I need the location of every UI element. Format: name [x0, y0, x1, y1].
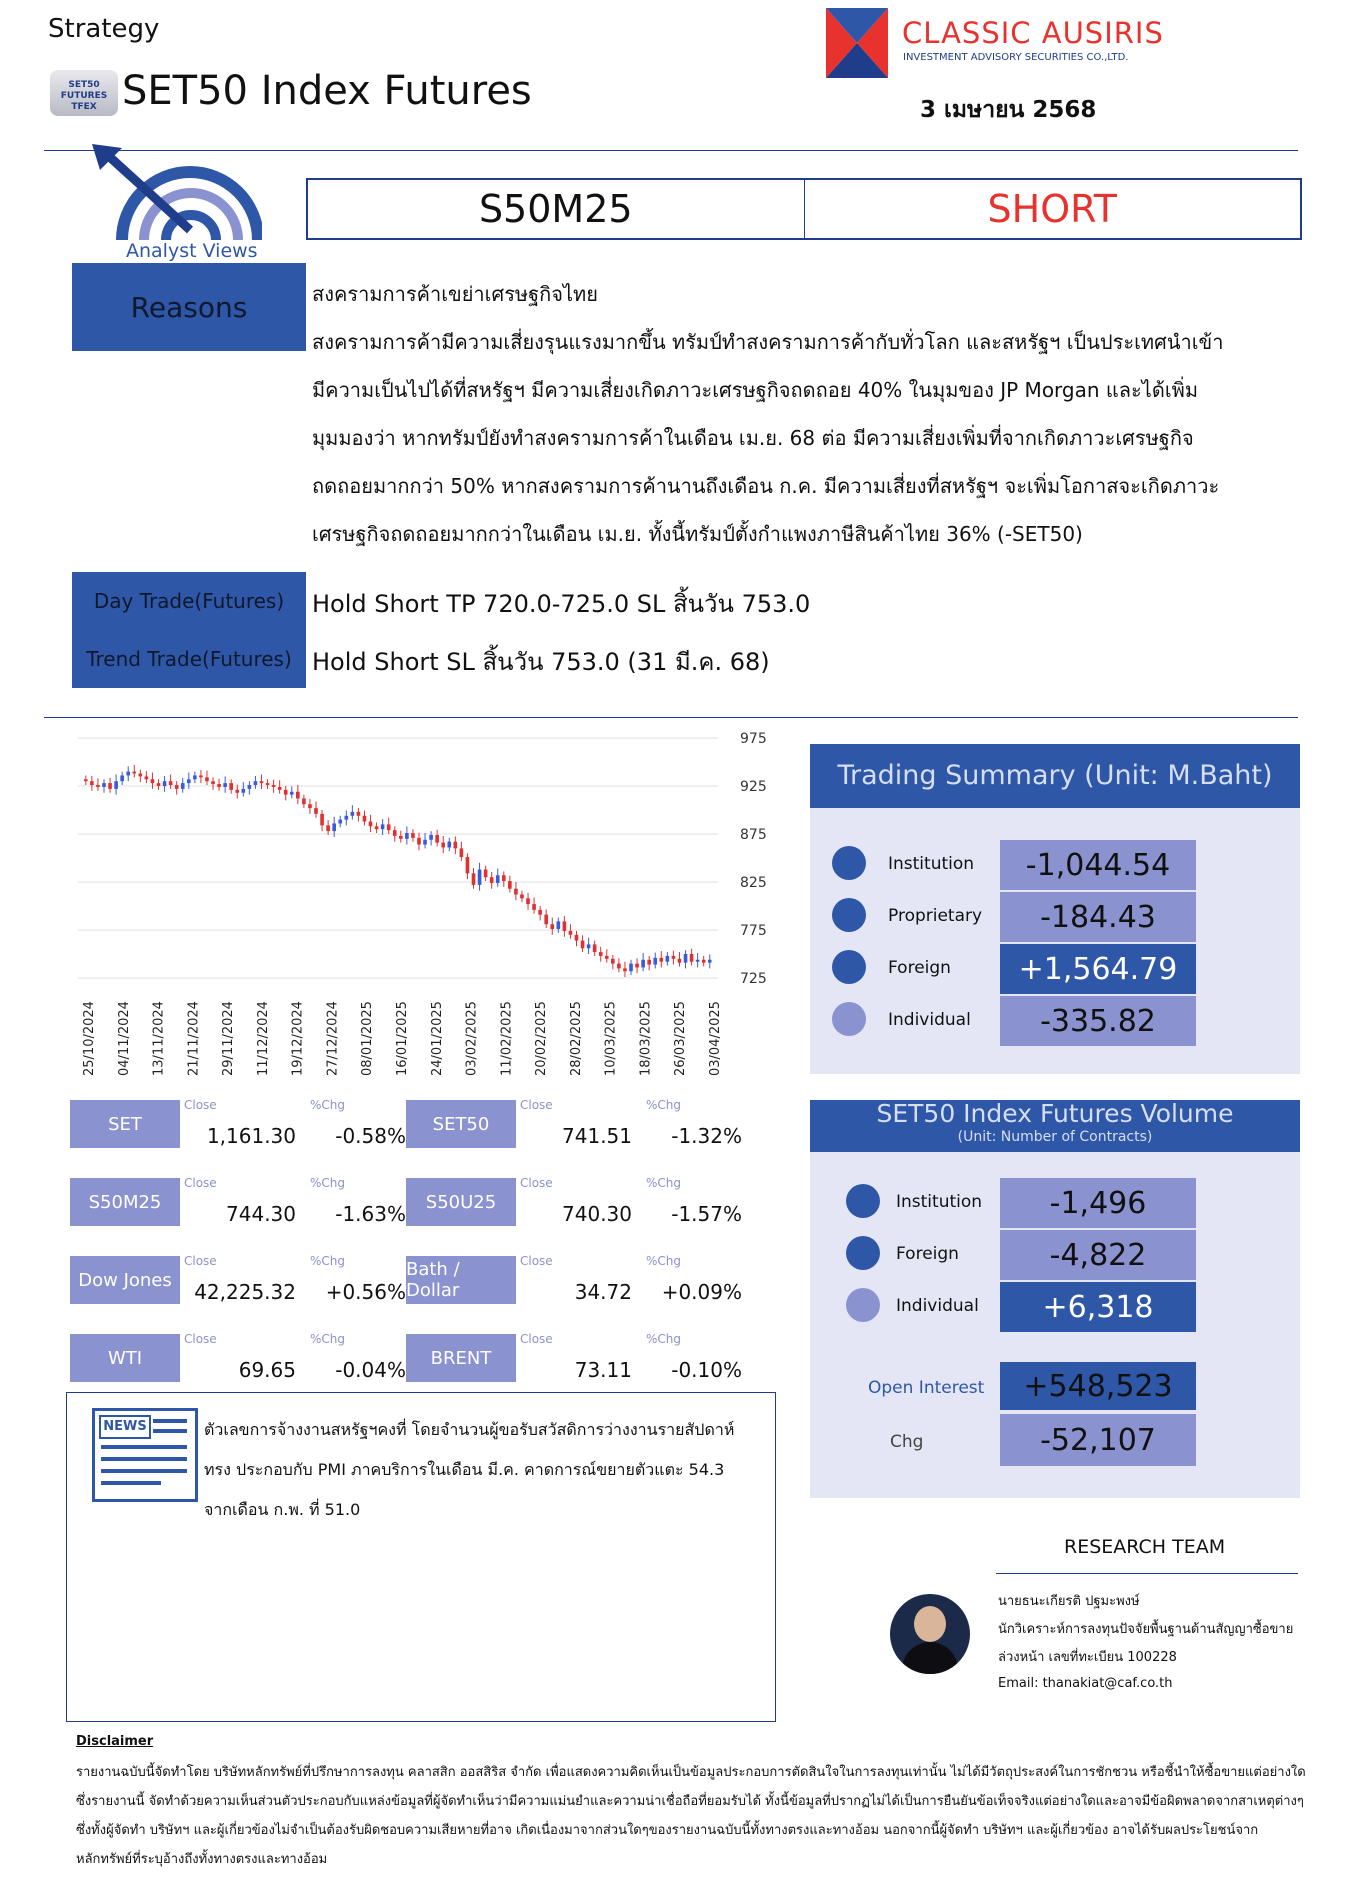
disclaimer-text	[76, 1758, 1316, 1874]
x-tick-label: 26/03/2025	[673, 1001, 689, 1076]
reasons-line: มีความเป็นไปได้ที่สหรัฐฯ มีความเสี่ยงเกิดภาวะเศรษฐกิจถดถอย 40% ในมุมของ JP Morgan และได้เพิ่ม	[312, 378, 1199, 402]
candle-body	[332, 823, 336, 831]
proprietary-icon	[832, 898, 866, 932]
market-chg-value: -1.63%	[335, 1202, 406, 1226]
candle-body	[296, 792, 300, 799]
candle-body	[678, 959, 682, 963]
candle-body	[235, 790, 239, 793]
candle-body	[326, 825, 330, 831]
candle-body	[120, 775, 124, 781]
market-name: Dow Jones	[70, 1256, 180, 1304]
company-logo	[826, 8, 1186, 78]
candle-body	[254, 781, 258, 785]
futures-volume-subtitle: (Unit: Number of Contracts)	[957, 1129, 1153, 1145]
candle-body	[90, 781, 94, 785]
reasons-headline: สงครามการค้าเขย่าเศรษฐกิจไทย	[312, 282, 598, 306]
candle-body	[593, 944, 597, 952]
analyst-license: ล่วงหน้า เลขที่ทะเบียน 100228	[998, 1650, 1177, 1665]
research-divider	[996, 1573, 1298, 1574]
y-tick-label: 925	[740, 779, 767, 795]
candle-body	[278, 787, 282, 790]
candle-body	[605, 956, 609, 959]
candle-body	[193, 775, 197, 779]
news-text	[204, 1410, 764, 1530]
company-subtitle: INVESTMENT ADVISORY SECURITIES CO.,LTD.	[903, 52, 1129, 63]
market-close-caption: Close	[184, 1254, 217, 1268]
candle-body	[563, 921, 567, 931]
market-close-value: 42,225.32	[194, 1280, 296, 1304]
market-close-caption: Close	[520, 1332, 553, 1346]
reasons-line: เศรษฐกิจถดถอยมากกว่าในเดือน เม.ย. ทั้งนี้ทรัมป์ตั้งกำแพงภาษีสินค้าไทย 36% (-SET50)	[312, 522, 1083, 546]
market-chg-caption: %Chg	[310, 1254, 346, 1268]
candle-body	[496, 875, 500, 883]
market-name: SET50	[406, 1100, 516, 1148]
x-tick-label: 11/02/2025	[499, 1001, 515, 1076]
candle-body	[575, 935, 579, 941]
candle-body	[653, 958, 657, 965]
futures-volume-header	[810, 1100, 1300, 1152]
x-tick-label: 25/10/2024	[82, 1001, 97, 1076]
candle-body	[520, 894, 524, 898]
candle-body	[248, 785, 252, 789]
x-tick-label: 24/01/2025	[429, 1001, 445, 1076]
news-line: ตัวเลขการจ้างงานสหรัฐฯคงที่ โดยจำนวนผู้ขอรับสวัสดิการว่างงานรายสัปดาห์	[204, 1420, 735, 1439]
market-chg-value: +0.09%	[661, 1280, 742, 1304]
candle-body	[635, 964, 639, 968]
candle-body	[169, 781, 173, 785]
avatar-suit	[902, 1642, 958, 1674]
futures-volume-title: SET50 Index Futures Volume	[876, 1099, 1234, 1128]
candle-body	[338, 820, 342, 824]
candle-body	[369, 822, 373, 827]
market-chg-caption: %Chg	[646, 1176, 682, 1190]
news-badge: NEWS	[99, 1415, 151, 1439]
x-tick-label: 11/12/2024	[255, 1001, 271, 1076]
x-tick-label: 03/04/2025	[708, 1001, 723, 1076]
candle-body	[690, 954, 694, 962]
target-icon	[92, 144, 262, 244]
open-interest-value: +548,523	[1000, 1362, 1196, 1410]
market-chg-value: -0.10%	[671, 1358, 742, 1382]
oi-change-label: Chg	[890, 1432, 924, 1452]
trading-summary-title: Trading Summary (Unit: M.Baht)	[810, 744, 1300, 808]
section-divider	[44, 717, 1298, 718]
reasons-line: มุมมองว่า หากทรัมป์ยังทำสงครามการค้าในเดือน เม.ย. 68 ต่อ มีความเสี่ยงเพิ่มที่จากเกิดภาวะเศรษฐกิจ	[312, 426, 1194, 450]
day-trade-text: Hold Short TP 720.0-725.0 SL สิ้นวัน 753.0	[312, 590, 811, 618]
candle-body	[320, 814, 324, 826]
candle-body	[672, 956, 676, 959]
candle-body	[217, 784, 221, 787]
candle-body	[139, 774, 143, 777]
candle-body	[229, 783, 233, 790]
news-line-deco	[101, 1457, 187, 1461]
candle-body	[454, 842, 458, 849]
candle-body	[423, 840, 427, 845]
candle-body	[544, 915, 548, 925]
summary-value: +1,564.79	[1000, 944, 1196, 994]
market-chg-value: -0.04%	[335, 1358, 406, 1382]
candle-body	[284, 790, 288, 795]
candle-body	[151, 779, 155, 783]
candle-body	[587, 944, 591, 948]
candle-body	[84, 779, 88, 781]
candle-body	[647, 960, 651, 965]
disclaimer-line: ซึ่งรายงานนี้ จัดทำด้วยความเห็นส่วนตัวประกอบกับแหล่งข้อมูลที่ผู้จัดทำเห็นว่ามีความแม่นยำและความน่าเชื่อถือที่ยอมรับได้ ทั้งนี้ข้อมูลที่ปรากฏไม่ได้เป็นการยืนยันข้อเท็จจริงแต่อย่างใดและอาจมีข้อผิดพลาดจากสาเหตุต่างๆ	[76, 1794, 1304, 1809]
reasons-line: สงครามการค้ามีความเสี่ยงรุนแรงมากขึ้น ทรัมป์ทำสงครามการค้ากับทั่วโลก และสหรัฐฯ เป็นประเทศนำเข้า	[312, 330, 1224, 354]
candle-body	[441, 843, 445, 848]
x-tick-label: 03/02/2025	[464, 1001, 480, 1076]
analyst-email: Email: thanakiat@caf.co.th	[998, 1676, 1173, 1691]
market-chg-value: -1.57%	[671, 1202, 742, 1226]
x-tick-label: 16/01/2025	[395, 1001, 410, 1076]
news-line-deco	[101, 1481, 161, 1485]
x-tick-label: 04/11/2024	[116, 1001, 132, 1076]
candle-body	[666, 956, 670, 962]
x-tick-label: 13/11/2024	[151, 1001, 167, 1076]
candle-body	[363, 816, 367, 822]
candle-body	[126, 772, 130, 776]
news-line: จากเดือน ก.พ. ที่ 51.0	[204, 1500, 361, 1519]
candle-body	[447, 842, 451, 848]
candle-body	[502, 875, 506, 881]
market-chg-caption: %Chg	[646, 1332, 682, 1346]
analyst-avatar	[890, 1594, 970, 1674]
y-tick-label: 975	[740, 731, 767, 747]
volume-value: -4,822	[1000, 1230, 1196, 1280]
set50-candlestick-chart	[60, 724, 780, 1086]
candle-body	[223, 783, 227, 787]
y-tick-label: 775	[740, 923, 767, 939]
signal-box	[306, 178, 1302, 240]
disclaimer-title: Disclaimer	[76, 1734, 154, 1749]
x-tick-label: 20/02/2025	[534, 1001, 550, 1076]
market-close-value: 34.72	[574, 1280, 632, 1304]
candle-body	[132, 772, 136, 774]
report-category: Strategy	[48, 14, 160, 44]
x-tick-label: 19/12/2024	[290, 1001, 306, 1076]
candle-body	[623, 968, 627, 971]
market-close-value: 741.51	[562, 1124, 632, 1148]
news-line-deco	[101, 1469, 187, 1473]
foreign-icon	[832, 950, 866, 984]
x-tick-label: 08/01/2025	[360, 1001, 376, 1076]
market-close-value: 740.30	[562, 1202, 632, 1226]
research-team-title: RESEARCH TEAM	[1064, 1536, 1226, 1558]
set50-logo-text: SET50 FUTURES TFEX	[60, 80, 108, 112]
summary-value: -335.82	[1000, 996, 1196, 1046]
analyst-role: นักวิเคราะห์การลงทุนปัจจัยพื้นฐานด้านสัญญาซื้อขาย	[998, 1622, 1294, 1637]
candle-body	[532, 904, 536, 910]
oi-change-value: -52,107	[1000, 1414, 1196, 1466]
summary-value: -184.43	[1000, 892, 1196, 942]
candle-body	[417, 838, 421, 845]
summary-value: -1,044.54	[1000, 840, 1196, 890]
candle-body	[157, 783, 161, 786]
company-name: CLASSIC AUSIRIS	[902, 16, 1164, 50]
candle-body	[641, 960, 645, 968]
candle-body	[302, 798, 306, 804]
news-line: ทรง ประกอบกับ PMI ภาคบริการในเดือน มี.ค. คาดการณ์ขยายตัวแตะ 54.3	[204, 1460, 725, 1479]
candle-body	[611, 959, 615, 964]
candle-body	[102, 783, 106, 787]
candle-body	[526, 898, 530, 904]
market-close-caption: Close	[184, 1176, 217, 1190]
market-close-value: 73.11	[574, 1358, 632, 1382]
candle-body	[569, 931, 573, 935]
candle-body	[460, 848, 464, 857]
candle-body	[538, 910, 542, 915]
institution-icon	[846, 1184, 880, 1218]
candle-body	[617, 964, 621, 969]
candle-body	[163, 781, 167, 786]
x-tick-label: 10/03/2025	[603, 1001, 619, 1076]
candle-body	[478, 870, 482, 885]
market-chg-caption: %Chg	[310, 1332, 346, 1346]
individual-icon	[846, 1288, 880, 1322]
candle-body	[702, 960, 706, 963]
news-line-deco	[101, 1445, 187, 1449]
news-line-deco	[153, 1429, 187, 1433]
candle-body	[405, 833, 409, 839]
market-chg-value: -1.32%	[671, 1124, 742, 1148]
market-chg-value: +0.56%	[325, 1280, 406, 1304]
disclaimer-line: รายงานฉบับนี้จัดทำโดย บริษัทหลักทรัพย์ที่ปรึกษาการลงทุน คลาสสิก ออสสิริส จำกัด เพื่อแสดงความคิดเห็นเป็นข้อมูลประกอบการตัดสินใจในการลงทุนเท่านั้น ไม่ได้มีวัตถุประสงค์ในการชักชวน หรือชี้นำให้ซื้อขายแต่อย่างใด	[76, 1765, 1306, 1780]
market-close-caption: Close	[184, 1098, 217, 1112]
disclaimer-line: ซึ่งทั้งผู้จัดทำ บริษัทฯ และผู้เกี่ยวข้องไม่จำเป็นต้องรับผิดชอบความเสียหายที่อาจ เกิดเนื่องมาจากส่วนใดๆของรายงานฉบับนี้ทั้งทางตรงและทางอ้อม นอกจากนี้ผู้จัดทำ บริษัทฯ และผู้เกี่ยวข้อง อาจได้รับผลประโยชน์จาก	[76, 1823, 1259, 1838]
market-name: SET	[70, 1100, 180, 1148]
candle-body	[242, 789, 246, 793]
reasons-label: Reasons	[72, 263, 306, 351]
candle-body	[411, 833, 415, 838]
candle-body	[484, 870, 488, 878]
volume-label: Individual	[896, 1296, 979, 1316]
day-trade-label: Day Trade(Futures)	[72, 572, 306, 630]
market-close-caption: Close	[520, 1176, 553, 1190]
volume-value: +6,318	[1000, 1282, 1196, 1332]
individual-icon	[832, 1002, 866, 1036]
market-close-value: 69.65	[238, 1358, 296, 1382]
candle-body	[175, 785, 179, 789]
candle-body	[550, 924, 554, 929]
x-tick-label: 29/11/2024	[221, 1001, 237, 1076]
summary-label: Proprietary	[888, 906, 983, 926]
candle-body	[357, 812, 361, 816]
y-tick-label: 825	[740, 875, 767, 891]
market-name: S50M25	[70, 1178, 180, 1226]
candle-body	[514, 889, 518, 895]
page-title: SET50 Index Futures	[122, 68, 532, 114]
news-line-deco	[153, 1419, 187, 1423]
candle-body	[314, 808, 318, 814]
candle-body	[435, 835, 439, 843]
open-interest-label: Open Interest	[868, 1378, 985, 1398]
report-date: 3 เมษายน 2568	[920, 97, 1097, 123]
candle-body	[393, 830, 397, 836]
candle-body	[490, 877, 494, 883]
candle-body	[429, 835, 433, 840]
candle-body	[181, 783, 185, 789]
candle-body	[508, 881, 512, 889]
candle-body	[708, 960, 712, 963]
market-close-value: 1,161.30	[206, 1124, 296, 1148]
avatar-face	[914, 1606, 946, 1642]
candle-body	[466, 857, 470, 873]
market-name: WTI	[70, 1334, 180, 1382]
summary-label: Individual	[888, 1010, 971, 1030]
candle-body	[344, 816, 348, 820]
market-close-caption: Close	[520, 1098, 553, 1112]
candle-body	[629, 964, 633, 972]
candle-body	[557, 921, 561, 929]
institution-icon	[832, 846, 866, 880]
y-tick-label: 875	[740, 827, 767, 843]
candle-body	[599, 952, 603, 956]
candle-body	[399, 836, 403, 839]
foreign-icon	[846, 1236, 880, 1270]
candle-body	[260, 781, 264, 783]
market-chg-caption: %Chg	[646, 1098, 682, 1112]
volume-value: -1,496	[1000, 1178, 1196, 1228]
summary-label: Institution	[888, 854, 975, 874]
position-signal: SHORT	[987, 187, 1117, 231]
candle-body	[145, 776, 149, 779]
candle-body	[211, 781, 215, 784]
candle-body	[108, 783, 112, 789]
candle-body	[659, 958, 663, 962]
candle-body	[96, 785, 100, 787]
analyst-views-label: Analyst Views	[126, 240, 258, 262]
candle-body	[114, 781, 118, 789]
market-name: S50U25	[406, 1178, 516, 1226]
market-chg-caption: %Chg	[310, 1098, 346, 1112]
trend-trade-text: Hold Short SL สิ้นวัน 753.0 (31 มี.ค. 68)	[312, 648, 770, 676]
newspaper-icon	[92, 1408, 198, 1502]
market-chg-value: -0.58%	[335, 1124, 406, 1148]
company-logo-mark	[826, 8, 888, 78]
candle-body	[290, 792, 294, 795]
summary-label: Foreign	[888, 958, 951, 978]
candle-body	[387, 824, 391, 830]
candle-body	[581, 941, 585, 949]
contract-code: S50M25	[308, 180, 805, 238]
candle-body	[375, 826, 379, 829]
disclaimer-line: หลักทรัพย์ที่ระบุอ้างถึงทั้งทางตรงและทางอ้อม	[76, 1852, 328, 1867]
x-tick-label: 18/03/2025	[638, 1001, 654, 1076]
candle-body	[199, 775, 203, 777]
candle-body	[696, 960, 700, 962]
x-tick-label: 28/02/2025	[568, 1001, 584, 1076]
market-name: Bath / Dollar	[406, 1256, 516, 1304]
x-tick-label: 27/12/2024	[325, 1001, 341, 1076]
candle-body	[272, 785, 276, 787]
reasons-line: ถดถอยมากกว่า 50% หากสงครามการค้านานถึงเดือน ก.ค. มีความเสี่ยงที่สหรัฐฯ จะเพิ่มโอกาสจะเกิดภาวะ	[312, 474, 1220, 498]
market-name: BRENT	[406, 1334, 516, 1382]
candle-body	[381, 824, 385, 829]
candle-body	[205, 777, 209, 781]
analyst-views-logo	[92, 144, 262, 262]
candle-body	[684, 954, 688, 963]
market-close-caption: Close	[520, 1254, 553, 1268]
market-close-value: 744.30	[226, 1202, 296, 1226]
market-chg-caption: %Chg	[310, 1176, 346, 1190]
candle-body	[187, 779, 191, 783]
market-close-caption: Close	[184, 1332, 217, 1346]
set50-logo	[50, 70, 118, 116]
trend-trade-label: Trend Trade(Futures)	[72, 630, 306, 688]
volume-label: Foreign	[896, 1244, 959, 1264]
volume-label: Institution	[896, 1192, 983, 1212]
x-tick-label: 21/11/2024	[186, 1001, 202, 1076]
y-tick-label: 725	[740, 971, 767, 987]
candle-body	[351, 812, 355, 816]
reasons-text	[312, 270, 1292, 558]
analyst-name: นายธนะเกียรติ ปฐมะพงษ์	[998, 1594, 1140, 1609]
candle-body	[308, 804, 312, 808]
candle-body	[266, 783, 270, 785]
candle-body	[472, 873, 476, 885]
market-chg-caption: %Chg	[646, 1254, 682, 1268]
